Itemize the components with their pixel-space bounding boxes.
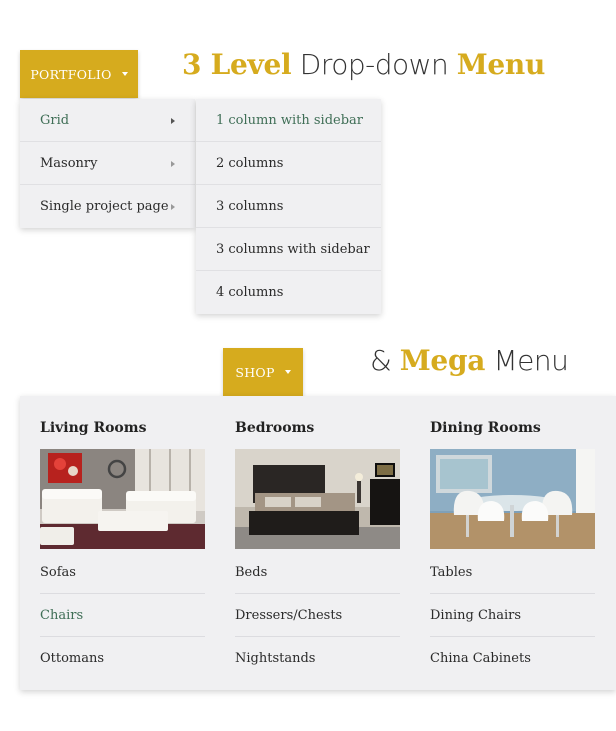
bedroom-image[interactable] xyxy=(235,449,400,549)
headline-3-level-emphasis: 3 Level xyxy=(182,48,292,81)
dining-room-image[interactable] xyxy=(430,449,595,549)
portfolio-label: PORTFOLIO xyxy=(30,66,112,82)
bedroom-photo-icon xyxy=(235,449,400,549)
caret-down-icon xyxy=(285,370,291,374)
dining-rooms-links xyxy=(430,551,595,680)
shop-label: SHOP xyxy=(235,364,275,380)
mega-link-dining-chairs[interactable]: Dining Chairs xyxy=(430,594,595,637)
mega-link-beds[interactable]: Beds xyxy=(235,551,400,594)
menu-item-label: 4 columns xyxy=(216,285,284,300)
portfolio-menu-button[interactable] xyxy=(20,50,138,98)
mega-link-tables[interactable]: Tables xyxy=(430,551,595,594)
menu-item-label: 3 columns xyxy=(216,198,284,214)
mega-link-china-cabinets[interactable]: China Cabinets xyxy=(430,651,531,666)
headline-3-level-text: Drop-down xyxy=(291,48,457,81)
headline-mega-emphasis: Mega xyxy=(399,344,486,377)
menu-item-masonry[interactable] xyxy=(20,142,195,185)
menu-item-label: Grid xyxy=(40,112,70,128)
dropdown-level-1 xyxy=(20,99,195,228)
menu-item-4-columns[interactable] xyxy=(196,271,381,314)
menu-item-3-columns[interactable] xyxy=(196,185,381,228)
mega-link-ottomans[interactable]: Ottomans xyxy=(40,651,105,666)
living-room-image[interactable] xyxy=(40,449,205,549)
menu-item-label: 3 columns with sidebar xyxy=(216,241,370,257)
menu-item-label: Masonry xyxy=(40,155,98,171)
mega-menu-panel xyxy=(20,396,616,690)
headline-3-level-menu: Menu xyxy=(456,48,546,81)
menu-item-3-columns-with-sidebar[interactable] xyxy=(196,228,381,271)
dropdown-level-2 xyxy=(196,99,381,314)
dining-room-photo-icon xyxy=(430,449,595,549)
mega-link-sofas[interactable]: Sofas xyxy=(40,551,205,594)
column-title[interactable]: Dining Rooms xyxy=(430,420,541,436)
living-room-photo-icon xyxy=(40,449,205,549)
menu-item-label: 2 columns xyxy=(216,155,284,171)
chevron-right-icon xyxy=(171,204,175,210)
mega-link-chairs[interactable]: Chairs xyxy=(40,594,205,637)
living-rooms-links xyxy=(40,551,205,680)
menu-item-2-columns[interactable] xyxy=(196,142,381,185)
chevron-right-icon xyxy=(171,118,175,124)
chevron-right-icon xyxy=(171,161,175,167)
headline-mega-ampersand: & xyxy=(370,344,400,377)
menu-item-label: 1 column with sidebar xyxy=(216,112,364,128)
headline-mega-text: Menu xyxy=(485,344,569,377)
mega-link-dressers-chests[interactable]: Dressers/Chests xyxy=(235,594,400,637)
caret-down-icon xyxy=(122,72,128,76)
menu-item-label: Single project page xyxy=(40,199,169,214)
menu-item-1-column-with-sidebar[interactable] xyxy=(196,99,381,142)
menu-item-grid[interactable] xyxy=(20,99,195,142)
headline-mega-menu xyxy=(370,344,568,377)
shop-menu-button[interactable] xyxy=(223,348,303,396)
headline-3-level xyxy=(182,48,545,81)
column-title[interactable]: Living Rooms xyxy=(40,420,147,436)
mega-link-nightstands[interactable]: Nightstands xyxy=(235,651,316,666)
menu-item-single-project-page[interactable] xyxy=(20,185,195,228)
column-title[interactable]: Bedrooms xyxy=(235,420,315,436)
bedrooms-links xyxy=(235,551,400,680)
